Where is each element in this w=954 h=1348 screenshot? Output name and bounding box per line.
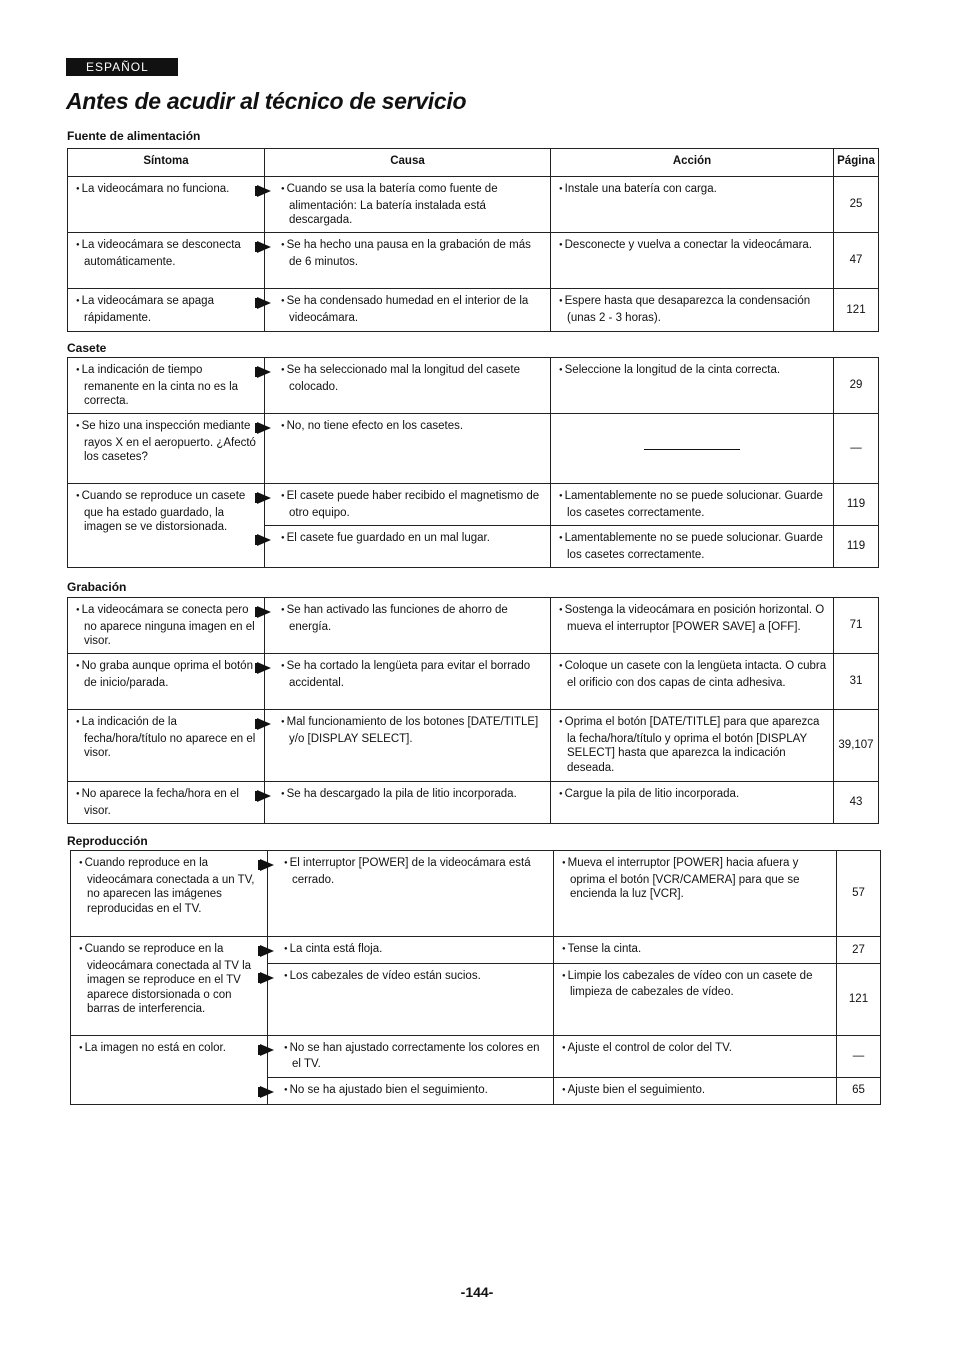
table-row xyxy=(68,654,879,710)
causa-cell: ● No se ha ajustado bien el seguimiento. xyxy=(268,1077,554,1104)
accion-cell xyxy=(551,414,834,484)
table-row xyxy=(68,414,879,484)
sintoma-cell: ● Cuando se reproduce un casete que ha estado guardado, la imagen se ve distorsionada. xyxy=(68,484,265,568)
pagina-cell: 43 xyxy=(834,782,879,824)
empty-dash xyxy=(644,449,740,450)
arrow-right-icon xyxy=(257,662,271,674)
section-title-casete: Casete xyxy=(67,341,107,355)
table-row xyxy=(68,358,879,414)
arrow-right-icon xyxy=(260,1044,274,1056)
accion-cell: ● Desconecte y vuelva a conectar la videocámara. xyxy=(551,233,834,289)
accion-cell: ● Ajuste el control de color del TV. xyxy=(554,1035,837,1077)
causa-cell: ● Se ha descargado la pila de litio incorporada. xyxy=(265,782,551,824)
arrow-right-icon xyxy=(257,422,271,434)
arrow-right-icon xyxy=(257,241,271,253)
causa-cell: ● No se han ajustado correctamente los colores en el TV. xyxy=(268,1035,554,1077)
table-grabacion xyxy=(67,597,879,824)
arrow-right-icon xyxy=(257,297,271,309)
causa-cell: ● El interruptor [POWER] de la videocámara está cerrado. xyxy=(268,851,554,937)
pagina-cell: 119 xyxy=(834,484,879,526)
causa-cell: ● Se ha condensado humedad en el interior de la videocámara. xyxy=(265,289,551,332)
table-fuente xyxy=(67,148,879,332)
table-row xyxy=(71,1035,881,1077)
table-row xyxy=(68,710,879,782)
arrow-right-icon xyxy=(257,492,271,504)
sintoma-cell: ● La videocámara se conecta pero no aparece ninguna imagen en el visor. xyxy=(68,598,265,654)
sintoma-cell: ● La videocámara se desconecta automáticamente. xyxy=(68,233,265,289)
accion-cell: ● Instale una batería con carga. xyxy=(551,177,834,233)
pagina-cell: 71 xyxy=(834,598,879,654)
header-sintoma: Síntoma xyxy=(68,149,265,177)
table-row xyxy=(71,937,881,964)
pagina-cell: 29 xyxy=(834,358,879,414)
arrow-right-icon xyxy=(257,606,271,618)
arrow-right-icon xyxy=(260,945,274,957)
table-row xyxy=(68,289,879,332)
sintoma-cell: ● Cuando reproduce en la videocámara conectada a un TV, no aparecen las imágenes reproducidas en el TV. xyxy=(71,851,268,937)
pagina-cell: 31 xyxy=(834,654,879,710)
causa-cell: ● El casete puede haber recibido el magnetismo de otro equipo. xyxy=(265,484,551,526)
accion-cell: ● Lamentablemente no se puede solucionar. Guarde los casetes correctamente. xyxy=(551,526,834,568)
sintoma-cell: ● La indicación de tiempo remanente en la cinta no es la correcta. xyxy=(68,358,265,414)
pagina-cell: 27 xyxy=(837,937,881,964)
sintoma-cell: ● No aparece la fecha/hora en el visor. xyxy=(68,782,265,824)
header-causa: Causa xyxy=(265,149,551,177)
accion-cell: ● Seleccione la longitud de la cinta correcta. xyxy=(551,358,834,414)
pagina-cell: 65 xyxy=(837,1077,881,1104)
header-accion: Acción xyxy=(551,149,834,177)
pagina-cell: 47 xyxy=(834,233,879,289)
accion-cell: ● Coloque un casete con la lengüeta intacta. O cubra el orificio con dos capas de cinta adhesiva. xyxy=(551,654,834,710)
sintoma-cell: ● La videocámara se apaga rápidamente. xyxy=(68,289,265,332)
causa-cell: ● El casete fue guardado en un mal lugar. xyxy=(265,526,551,568)
pagina-cell: 25 xyxy=(834,177,879,233)
table-casete xyxy=(67,357,879,568)
arrow-right-icon xyxy=(257,534,271,546)
arrow-right-icon xyxy=(257,185,271,197)
table-row xyxy=(68,484,879,526)
accion-cell: ● Sostenga la videocámara en posición horizontal. O mueva el interruptor [POWER SAVE] a [OFF]. xyxy=(551,598,834,654)
causa-cell: ● Se ha cortado la lengüeta para evitar el borrado accidental. xyxy=(265,654,551,710)
table-row xyxy=(68,177,879,233)
table-reproduccion xyxy=(70,850,881,1105)
language-tag: ESPAÑOL xyxy=(66,58,178,76)
arrow-right-icon xyxy=(257,718,271,730)
section-title-grabacion: Grabación xyxy=(67,580,127,594)
causa-cell: ● Los cabezales de vídeo están sucios. xyxy=(268,963,554,1035)
table-row xyxy=(68,782,879,824)
accion-cell: ● Lamentablemente no se puede solucionar. Guarde los casetes correctamente. xyxy=(551,484,834,526)
sintoma-cell: ● Cuando se reproduce en la videocámara conectada al TV la imagen se reproduce en el TV aparece distorsionada o con barras de interferencia. xyxy=(71,937,268,1036)
pagina-cell: 39,107 xyxy=(834,710,879,782)
pagina-cell: — xyxy=(837,1035,881,1077)
arrow-right-icon xyxy=(260,972,274,984)
pagina-cell: 121 xyxy=(834,289,879,332)
causa-cell: ● No, no tiene efecto en los casetes. xyxy=(265,414,551,484)
causa-cell: ● La cinta está floja. xyxy=(268,937,554,964)
table-row xyxy=(68,598,879,654)
arrow-right-icon xyxy=(257,790,271,802)
arrow-right-icon xyxy=(257,366,271,378)
section-title-fuente: Fuente de alimentación xyxy=(67,129,201,143)
header-pagina: Página xyxy=(834,149,879,177)
arrow-right-icon xyxy=(260,1086,274,1098)
sintoma-cell: ● Se hizo una inspección mediante rayos X en el aeropuerto. ¿Afectó los casetes? xyxy=(68,414,265,484)
sintoma-cell: ● No graba aunque oprima el botón de inicio/parada. xyxy=(68,654,265,710)
pagina-cell: 121 xyxy=(837,963,881,1035)
table-row xyxy=(68,233,879,289)
accion-cell: ● Tense la cinta. xyxy=(554,937,837,964)
pagina-cell: — xyxy=(834,414,879,484)
section-title-reproduccion: Reproducción xyxy=(67,834,148,848)
accion-cell: ● Ajuste bien el seguimiento. xyxy=(554,1077,837,1104)
sintoma-cell: ● La indicación de la fecha/hora/título no aparece en el visor. xyxy=(68,710,265,782)
causa-cell: ● Mal funcionamiento de los botones [DATE/TITLE] y/o [DISPLAY SELECT]. xyxy=(265,710,551,782)
causa-cell: ● Cuando se usa la batería como fuente de alimentación: La batería instalada está descargada. xyxy=(265,177,551,233)
pagina-cell: 119 xyxy=(834,526,879,568)
table-row xyxy=(71,851,881,937)
page-title: Antes de acudir al técnico de servicio xyxy=(66,88,467,114)
accion-cell: ● Espere hasta que desaparezca la condensación (unas 2 - 3 horas). xyxy=(551,289,834,332)
causa-cell: ● Se ha hecho una pausa en la grabación de más de 6 minutos. xyxy=(265,233,551,289)
arrow-right-icon xyxy=(260,859,274,871)
table-header-row xyxy=(68,149,879,177)
causa-cell: ● Se ha seleccionado mal la longitud del casete colocado. xyxy=(265,358,551,414)
causa-cell: ● Se han activado las funciones de ahorro de energía. xyxy=(265,598,551,654)
accion-cell: ● Limpie los cabezales de vídeo con un casete de limpieza de cabezales de vídeo. xyxy=(554,963,837,1035)
pagina-cell: 57 xyxy=(837,851,881,937)
sintoma-cell: ● La videocámara no funciona. xyxy=(68,177,265,233)
accion-cell: ● Oprima el botón [DATE/TITLE] para que aparezca la fecha/hora/título y oprima el botón [DISPLAY SELECT] hasta que aparezca la indicación deseada. xyxy=(551,710,834,782)
accion-cell: ● Mueva el interruptor [POWER] hacia afuera y oprima el botón [VCR/CAMERA] para que se encienda la luz [VCR]. xyxy=(554,851,837,937)
accion-cell: ● Cargue la pila de litio incorporada. xyxy=(551,782,834,824)
sintoma-cell: ● La imagen no está en color. xyxy=(71,1035,268,1104)
page-number: -144- xyxy=(460,1284,494,1300)
